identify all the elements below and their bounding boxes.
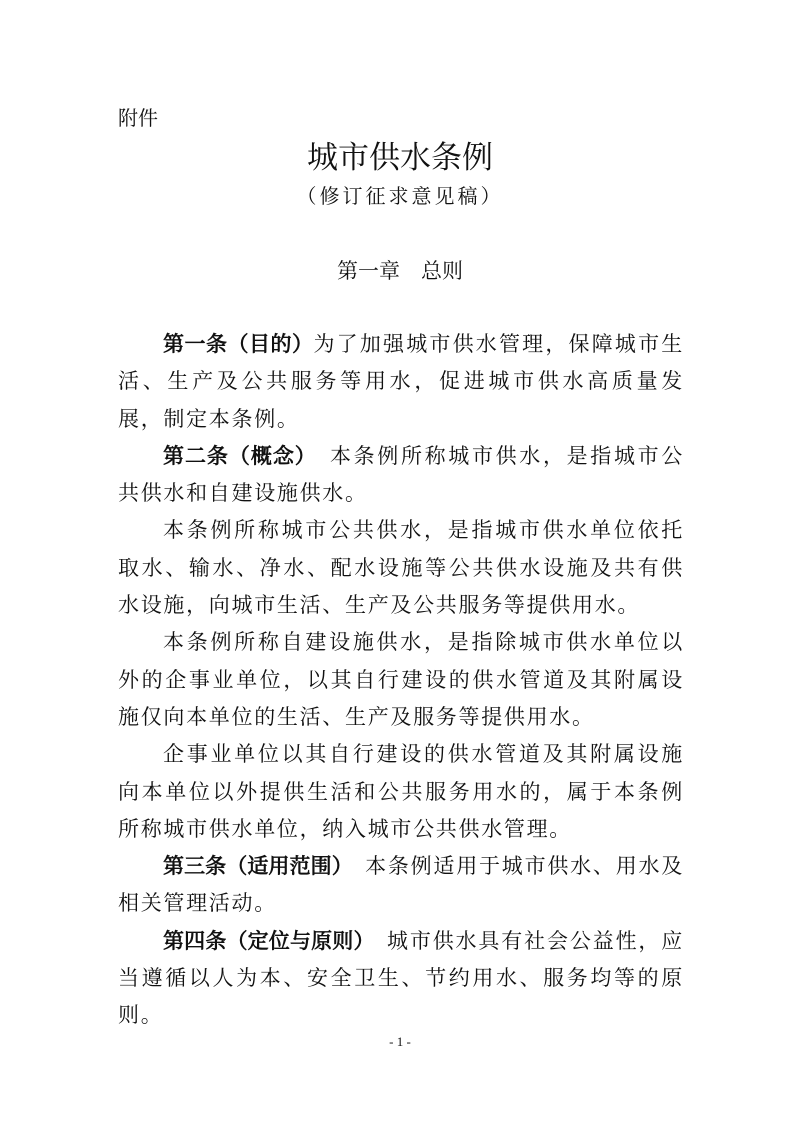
article-heading: 第四条（定位与原则） (163, 928, 375, 953)
article-paragraph (118, 438, 684, 513)
document-title: 城市供水条例 (307, 140, 493, 176)
article-paragraph (118, 736, 684, 848)
article-heading: 第三条（适用范围） (163, 854, 353, 879)
article-text: 企事业单位以其自行建设的供水管道及其附属设施向本单位以外提供生活和公共服务用水的，属于本条例所称城市供水单位，纳入城市公共供水管理。 (118, 742, 684, 841)
document-subtitle: （修订征求意见稿） (296, 184, 504, 208)
chapter-heading: 第一章 总则 (337, 259, 463, 283)
article-text: 本条例所称城市公共供水，是指城市供水单位依托取水、输水、净水、配水设施等公共供水设施及共有供水设施，向城市生活、生产及公共服务等提供用水。 (118, 518, 684, 618)
article-heading: 第二条（概念） (163, 443, 317, 468)
article-text: 本条例所称自建设施供水，是指除城市供水单位以外的企事业单位，以其自行建设的供水管道及其附属设施仅向本单位的生活、生产及服务等提供用水。 (118, 630, 684, 729)
article-text: 本条例所称城市供水，是指城市公共供水和自建设施供水。 (118, 443, 685, 506)
article-paragraph (118, 848, 684, 923)
article-heading: 第一条（目的） (163, 332, 314, 356)
article-text: 为了加强城市供水管理，保障城市生活、生产及公共服务等用水，促进城市供水高质量发展，制定本条例。 (118, 332, 684, 431)
article-paragraph (118, 923, 684, 1035)
article-paragraph (118, 512, 684, 624)
article-paragraph (118, 326, 684, 438)
article-text: 本条例适用于城市供水、用水及相关管理活动。 (118, 854, 684, 916)
article-text: 城市供水具有社会公益性，应当遵循以人为本、安全卫生、节约用水、服务均等的原则。 (118, 928, 684, 1028)
article-paragraph (118, 624, 684, 736)
attachment-label: 附件 (118, 106, 158, 130)
page-number: - 1 - (389, 1034, 411, 1049)
document-body (118, 326, 684, 1035)
